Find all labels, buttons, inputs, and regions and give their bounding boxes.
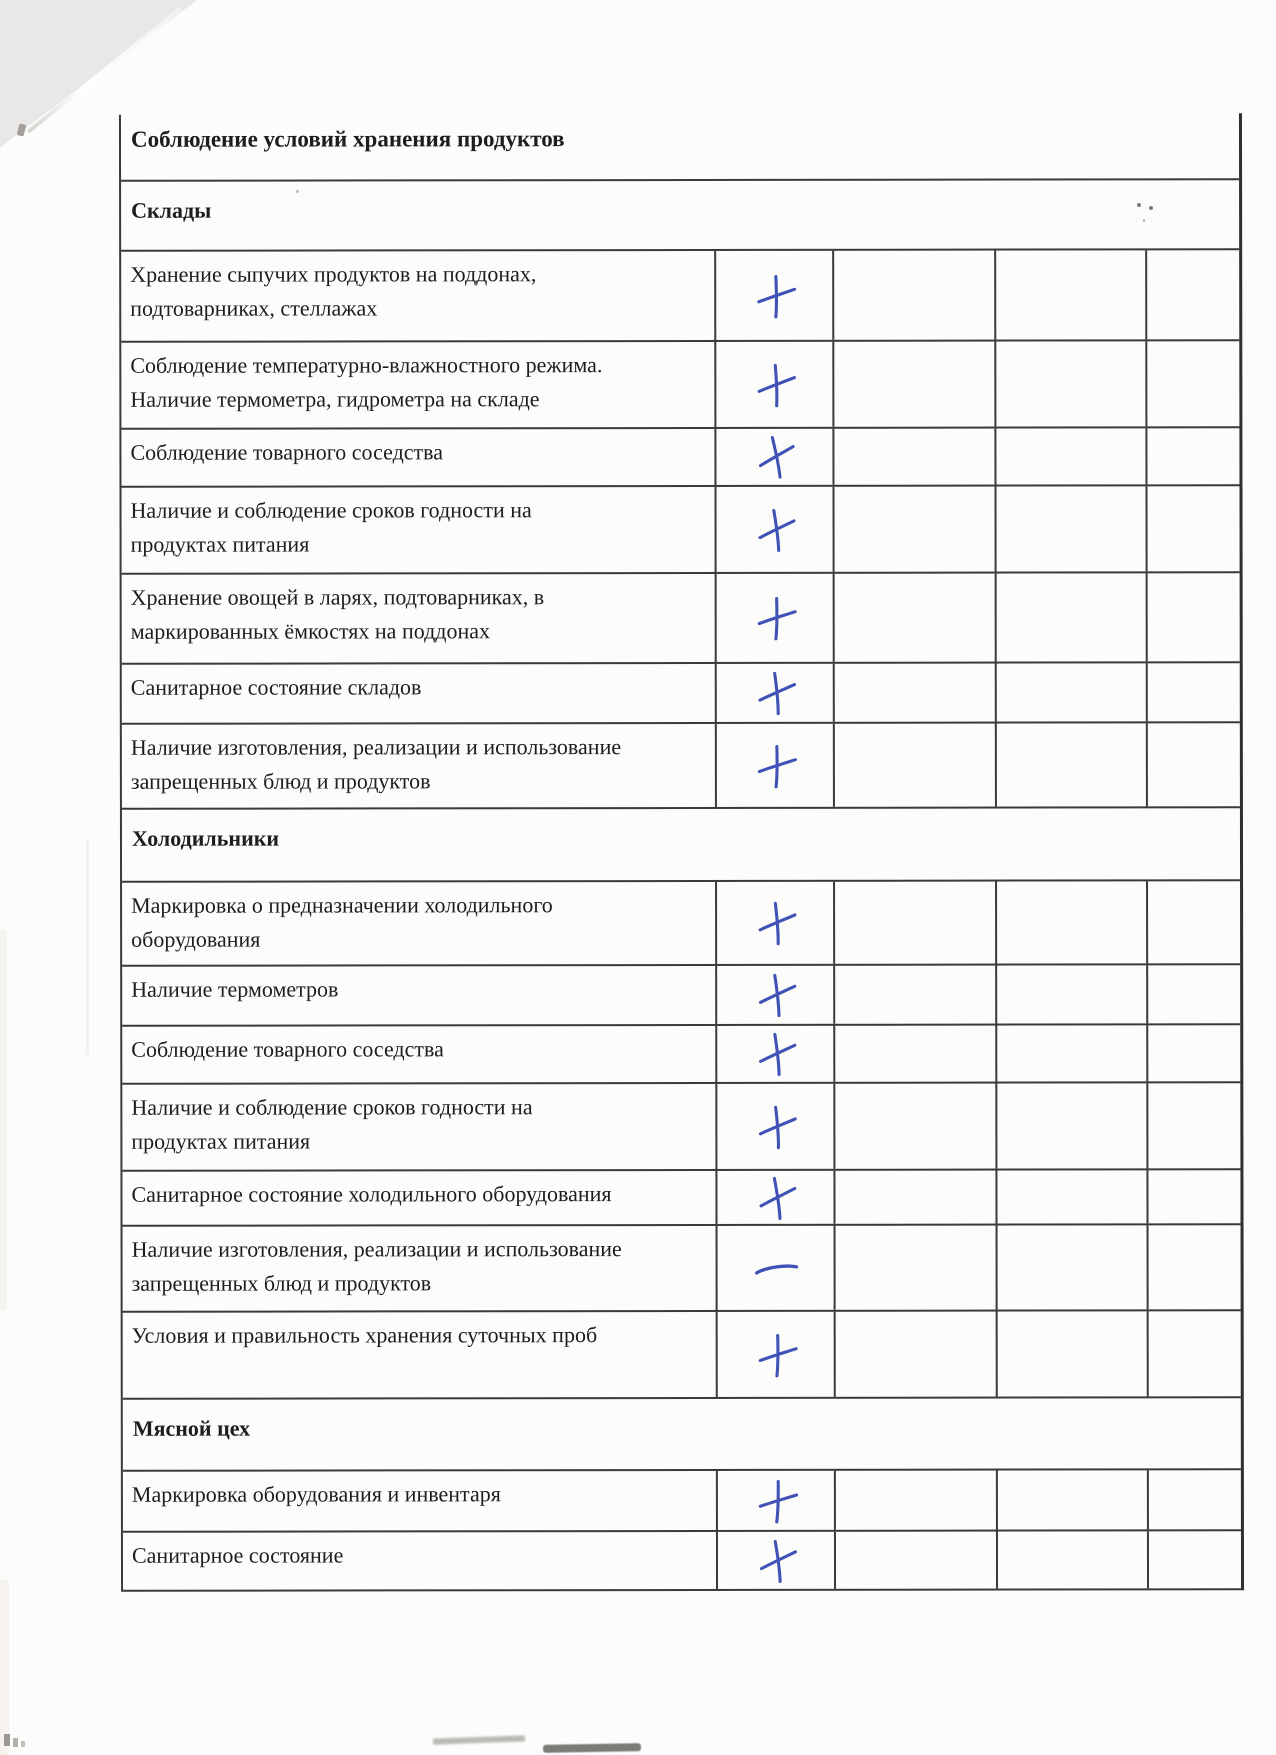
handwritten-dash-mark <box>750 1257 802 1279</box>
check-cell-3 <box>997 1170 1148 1223</box>
handwritten-plus-mark <box>749 667 801 719</box>
checklist-table <box>119 113 1244 1592</box>
check-cell-3 <box>997 1025 1148 1081</box>
checklist-item-row <box>122 573 1240 665</box>
check-cell-1 <box>718 1471 836 1530</box>
item-description: Соблюдение товарного соседства <box>130 439 444 465</box>
scan-artifact-edge-streak <box>0 930 7 1310</box>
check-cell-4 <box>1148 573 1245 661</box>
check-cell-1 <box>717 664 835 722</box>
check-cell-1 <box>717 1171 835 1224</box>
check-cell-1 <box>718 1312 836 1397</box>
check-cell-2 <box>834 429 996 485</box>
check-cell-4 <box>1149 1470 1246 1529</box>
item-description: Маркировка оборудования и инвентаря <box>131 1481 501 1507</box>
section-title: Мясной цех <box>132 1415 251 1441</box>
handwritten-plus-mark <box>749 1100 801 1152</box>
check-cell-4 <box>1148 1025 1245 1081</box>
check-cell-3 <box>997 965 1148 1023</box>
checklist-item-row <box>123 1311 1241 1400</box>
item-description: Соблюдение температурно-влажностного режима. Наличие термометра, гидрометра на складе <box>130 352 603 412</box>
item-description: Условия и правильность хранения суточных проб <box>131 1322 598 1348</box>
scan-artifact-smudge <box>433 1735 525 1744</box>
table-title-row <box>121 113 1239 182</box>
check-cell-1 <box>716 251 834 340</box>
check-cell-1 <box>718 1532 836 1589</box>
check-cell-4 <box>1149 1225 1246 1309</box>
item-description: Хранение овощей в ларях, подтоварниках, в маркированных ёмкостях на поддонах <box>130 584 545 644</box>
check-cell-2 <box>835 1171 997 1224</box>
check-cell-2 <box>835 664 997 722</box>
item-description-cell <box>122 664 717 723</box>
checklist-item-row <box>122 723 1240 810</box>
handwritten-plus-mark <box>748 358 800 410</box>
check-cell-2 <box>836 1226 998 1310</box>
check-cell-4 <box>1147 341 1244 426</box>
item-description-cell <box>122 574 717 663</box>
item-description-cell <box>121 251 716 341</box>
section-header-row <box>123 1398 1241 1472</box>
item-description-cell <box>121 429 716 486</box>
checklist-item-row <box>122 1170 1240 1227</box>
check-cell-2 <box>835 1084 997 1169</box>
check-cell-4 <box>1148 723 1245 806</box>
item-description: Санитарное состояние холодильного оборудования <box>131 1181 612 1207</box>
item-description-cell <box>122 724 717 808</box>
item-description: Наличие и соблюдение сроков годности на продуктах питания <box>131 1094 533 1154</box>
check-cell-1 <box>717 724 835 807</box>
check-cell-3 <box>997 1083 1148 1168</box>
check-cell-4 <box>1148 965 1245 1023</box>
check-cell-3 <box>996 250 1147 339</box>
section-title: Склады <box>131 197 212 223</box>
check-cell-2 <box>836 1471 998 1530</box>
check-cell-2 <box>835 1026 997 1082</box>
check-cell-4 <box>1147 486 1244 571</box>
check-cell-1 <box>716 342 834 427</box>
check-cell-4 <box>1149 1311 1246 1396</box>
checklist-item-row <box>122 663 1240 725</box>
checklist-item-row <box>121 428 1239 488</box>
page-title: Соблюдение условий хранения продуктов <box>130 126 565 152</box>
section-header-row <box>122 808 1240 883</box>
handwritten-plus-mark <box>749 1171 801 1223</box>
check-cell-1 <box>716 429 834 485</box>
handwritten-plus-mark <box>748 431 800 483</box>
item-description-cell <box>122 966 717 1025</box>
checklist-item-row <box>122 881 1240 967</box>
item-description: Наличие изготовления, реализации и использование запрещенных блюд и продуктов <box>131 1236 622 1296</box>
scan-artifact-smudge <box>543 1743 641 1753</box>
checklist-item-row <box>123 1470 1241 1533</box>
item-description: Санитарное состояние складов <box>130 674 422 700</box>
handwritten-plus-mark <box>749 897 801 949</box>
item-description-cell <box>122 882 717 965</box>
item-description-cell <box>122 1026 717 1083</box>
item-description-cell <box>122 1171 717 1225</box>
check-cell-4 <box>1148 663 1245 721</box>
item-description: Санитарное состояние <box>131 1542 344 1568</box>
item-description: Соблюдение товарного соседства <box>131 1036 444 1062</box>
check-cell-4 <box>1148 1170 1245 1223</box>
item-description-cell <box>121 487 716 573</box>
check-cell-2 <box>834 342 996 427</box>
checklist-item-row <box>122 1083 1240 1172</box>
item-description: Наличие и соблюдение сроков годности на продуктах питания <box>130 497 532 557</box>
check-cell-4 <box>1148 881 1245 963</box>
check-cell-1 <box>717 882 835 964</box>
item-description-cell <box>122 1084 717 1170</box>
check-cell-2 <box>836 1312 998 1397</box>
item-description-cell <box>121 342 716 428</box>
item-description-cell <box>123 1471 718 1531</box>
checklist-item-row <box>122 1025 1240 1085</box>
handwritten-plus-mark <box>748 269 800 321</box>
check-cell-2 <box>836 1532 998 1589</box>
check-cell-3 <box>997 573 1148 661</box>
checklist-item-row <box>123 1531 1241 1592</box>
check-cell-4 <box>1147 428 1244 484</box>
check-cell-3 <box>998 1311 1149 1396</box>
check-cell-2 <box>834 487 996 572</box>
check-cell-2 <box>834 251 996 340</box>
check-cell-1 <box>718 1226 836 1310</box>
check-cell-4 <box>1148 1083 1245 1168</box>
checklist-item-row <box>121 486 1239 575</box>
check-cell-3 <box>998 1531 1149 1588</box>
check-cell-2 <box>835 724 997 807</box>
item-description-cell <box>123 1532 718 1590</box>
check-cell-2 <box>835 882 997 964</box>
scan-artifact-edge-streak <box>0 1580 9 1755</box>
check-cell-3 <box>997 663 1148 721</box>
checklist-item-row <box>121 250 1239 343</box>
handwritten-plus-mark <box>749 503 801 555</box>
item-description-cell <box>123 1312 718 1398</box>
item-description: Маркировка о предназначении холодильного оборудования <box>131 892 553 952</box>
check-cell-3 <box>996 428 1147 484</box>
item-description-cell <box>123 1226 718 1311</box>
handwritten-plus-mark <box>750 1534 802 1586</box>
section-title: Холодильники <box>131 825 280 851</box>
check-cell-1 <box>717 574 835 662</box>
check-cell-4 <box>1147 250 1244 339</box>
check-cell-1 <box>716 487 834 572</box>
handwritten-plus-mark <box>749 592 801 644</box>
handwritten-plus-mark <box>749 969 801 1021</box>
checklist-item-row <box>121 341 1239 430</box>
check-cell-3 <box>996 486 1147 571</box>
scan-artifact-edge-streak <box>86 840 89 1055</box>
check-cell-2 <box>835 574 997 662</box>
check-cell-3 <box>998 1470 1149 1529</box>
handwritten-plus-mark <box>750 1328 802 1380</box>
item-description: Наличие термометров <box>131 976 339 1002</box>
check-cell-3 <box>997 881 1148 963</box>
check-cell-3 <box>996 341 1147 426</box>
handwritten-plus-mark <box>750 1474 802 1526</box>
item-description: Хранение сыпучих продуктов на поддонах, подтоварниках, стеллажах <box>130 261 537 321</box>
checklist-item-row <box>122 965 1240 1027</box>
check-cell-1 <box>717 1026 835 1082</box>
check-cell-1 <box>717 966 835 1024</box>
check-cell-3 <box>998 1225 1149 1309</box>
check-cell-1 <box>717 1084 835 1169</box>
check-cell-3 <box>997 723 1148 806</box>
handwritten-plus-mark <box>749 739 801 791</box>
check-cell-2 <box>835 966 997 1024</box>
check-cell-4 <box>1149 1531 1246 1588</box>
item-description: Наличие изготовления, реализации и использование запрещенных блюд и продуктов <box>130 734 622 794</box>
handwritten-plus-mark <box>749 1028 801 1080</box>
scan-artifact-speck <box>2 1732 28 1748</box>
section-header-row <box>121 180 1239 252</box>
checklist-item-row <box>123 1225 1241 1313</box>
scan-artifact-corner-speck <box>17 123 27 136</box>
